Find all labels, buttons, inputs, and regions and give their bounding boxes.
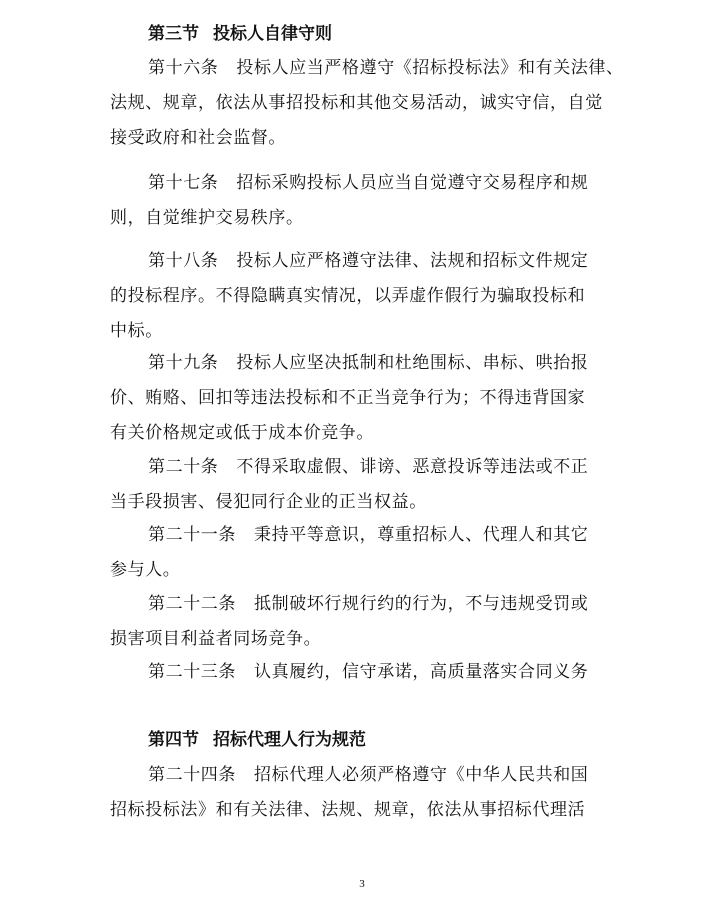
section-4-number: 第四节 bbox=[148, 730, 199, 750]
article-19-line-2: 价、贿赂、回扣等违法投标和不正当竞争行为；不得违背国家 bbox=[110, 388, 586, 408]
article-24 bbox=[110, 758, 622, 828]
article-16 bbox=[110, 51, 622, 156]
article-23-number: 第二十三条 bbox=[148, 662, 236, 682]
article-21-line-1: 秉持平等意识，尊重招标人、代理人和其它 bbox=[254, 525, 589, 545]
article-21-number: 第二十一条 bbox=[148, 525, 236, 545]
article-23 bbox=[110, 655, 622, 690]
section-4-title: 招标代理人行为规范 bbox=[213, 730, 366, 750]
article-18-line-1: 投标人应严格遵守法律、法规和招标文件规定 bbox=[236, 251, 589, 271]
article-17-line-2: 则，自觉维护交易秩序。 bbox=[110, 208, 304, 228]
article-20-line-1: 不得采取虚假、诽谤、恶意投诉等违法或不正 bbox=[236, 457, 589, 477]
article-22-line-2: 损害项目利益者同场竞争。 bbox=[110, 629, 322, 649]
article-16-line-3: 接受政府和社会监督。 bbox=[110, 128, 286, 148]
article-18-line-2: 的投标程序。不得隐瞒真实情况，以弄虚作假行为骗取投标和 bbox=[110, 286, 586, 306]
article-19-line-1: 投标人应坚决抵制和杜绝围标、串标、哄抬报 bbox=[236, 353, 589, 373]
article-16-line-2: 法规、规章，依法从事招投标和其他交易活动，诚实守信，自觉 bbox=[110, 93, 603, 113]
article-17-number: 第十七条 bbox=[148, 173, 219, 193]
article-23-line-1: 认真履约，信守承诺，高质量落实合同义务 bbox=[254, 662, 589, 682]
page-number: 3 bbox=[359, 878, 365, 890]
article-21 bbox=[110, 518, 622, 588]
article-21-line-2: 参与人。 bbox=[110, 560, 181, 580]
article-16-line-1: 投标人应当严格遵守《招标投标法》和有关法律、 bbox=[236, 58, 624, 78]
article-17-line-1: 招标采购投标人员应当自觉遵守交易程序和规 bbox=[236, 173, 589, 193]
article-19-line-3: 有关价格规定或低于成本价竞争。 bbox=[110, 423, 374, 443]
section-3-number: 第三节 bbox=[148, 24, 199, 44]
article-19-number: 第十九条 bbox=[148, 353, 219, 373]
article-24-number: 第二十四条 bbox=[148, 765, 236, 785]
section-3-title: 投标人自律守则 bbox=[213, 24, 332, 44]
article-20 bbox=[110, 450, 622, 520]
article-20-number: 第二十条 bbox=[148, 457, 219, 477]
article-19 bbox=[110, 346, 622, 451]
article-22-line-1: 抵制破坏行规行约的行为，不与违规受罚或 bbox=[254, 594, 589, 614]
article-18-line-3: 中标。 bbox=[110, 321, 163, 341]
article-16-number: 第十六条 bbox=[148, 58, 219, 78]
article-17 bbox=[110, 166, 622, 236]
article-18-number: 第十八条 bbox=[148, 251, 219, 271]
article-18 bbox=[110, 244, 622, 349]
section-3-heading bbox=[148, 22, 332, 46]
section-4-heading bbox=[148, 728, 366, 752]
article-22-number: 第二十二条 bbox=[148, 594, 236, 614]
article-24-line-2: 招标投标法》和有关法律、法规、规章，依法从事招标代理活 bbox=[110, 800, 586, 820]
article-24-line-1: 招标代理人必须严格遵守《中华人民共和国 bbox=[254, 765, 589, 785]
article-20-line-2: 当手段损害、侵犯同行企业的正当权益。 bbox=[110, 492, 427, 512]
article-22 bbox=[110, 587, 622, 657]
